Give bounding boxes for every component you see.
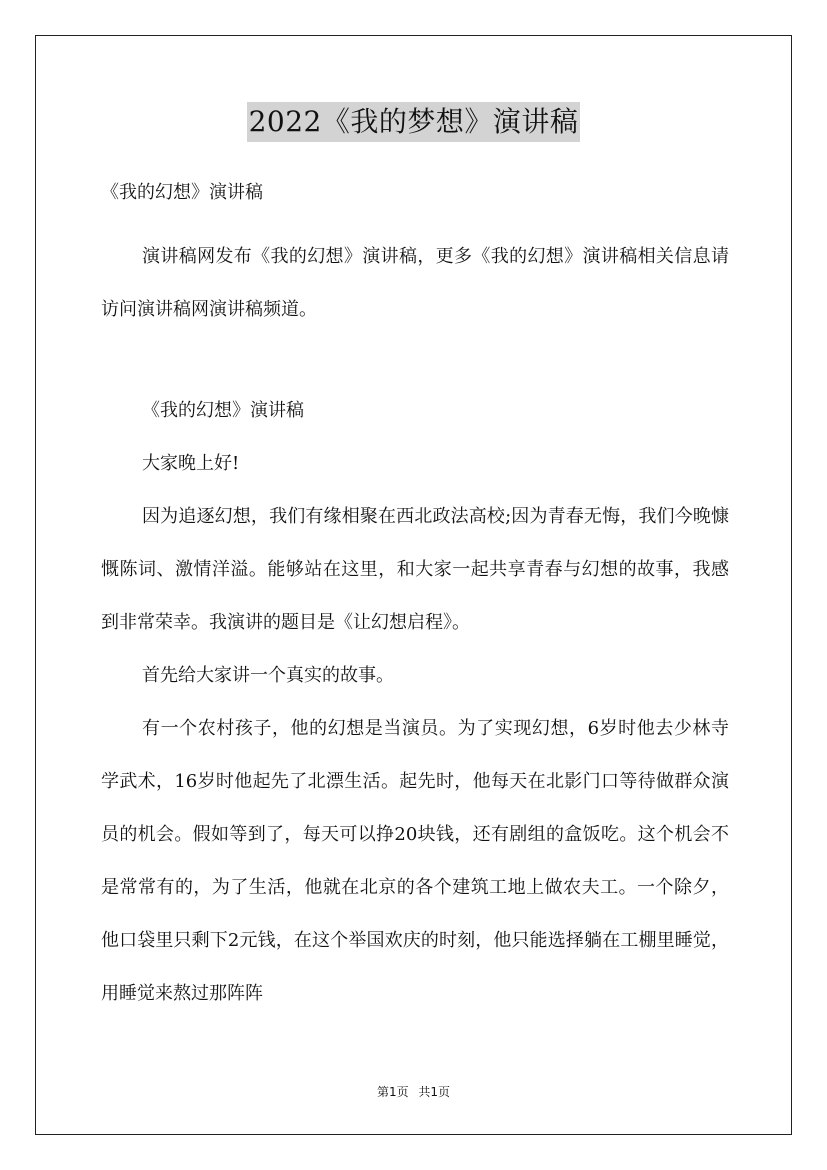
paragraph-greeting: 大家晚上好!: [142, 453, 240, 474]
paragraph-story-intro: 首先给大家讲一个真实的故事。: [142, 665, 394, 686]
paragraph-intro: 演讲稿网发布《我的幻想》演讲稿，更多《我的幻想》演讲稿相关信息请访问演讲稿网演讲稿频道。: [101, 246, 729, 320]
paragraph-opening: 因为追逐幻想，我们有缘相聚在西北政法高校;因为青春无悔，我们今晚慷慨陈词、激情洋溢。能够站在这里，和大家一起共享青春与幻想的故事，我感到非常荣幸。我演讲的题目是《让幻想启程》。: [101, 506, 729, 633]
page-footer: [0, 1083, 827, 1100]
page-total: 共1页: [418, 1085, 451, 1099]
document-body: [101, 178, 729, 1020]
paragraph-story: 有一个农村孩子，他的幻想是当演员。为了实现幻想，6岁时他去少林寺学武术，16岁时他起先了北漂生活。起先时，他每天在北影门口等待做群众演员的机会。假如等到了，每天可以挣20块钱，还有剧组的盒饭吃。这个机会不是常常有的，为了生活，他就在北京的各个建筑工地上做农夫工。一个除夕，他口袋里只剩下2元钱，在这个举国欢庆的时刻，他只能选择躺在工棚里睡觉，用睡觉来熬过那阵阵: [101, 718, 729, 1004]
paragraph-subtitle: 《我的幻想》演讲稿: [142, 400, 304, 421]
title-container: [0, 102, 827, 142]
document-title: 2022《我的梦想》演讲稿: [247, 102, 581, 142]
page-number: 第1页: [376, 1085, 409, 1099]
paragraph-heading: 《我的幻想》演讲稿: [101, 182, 263, 203]
